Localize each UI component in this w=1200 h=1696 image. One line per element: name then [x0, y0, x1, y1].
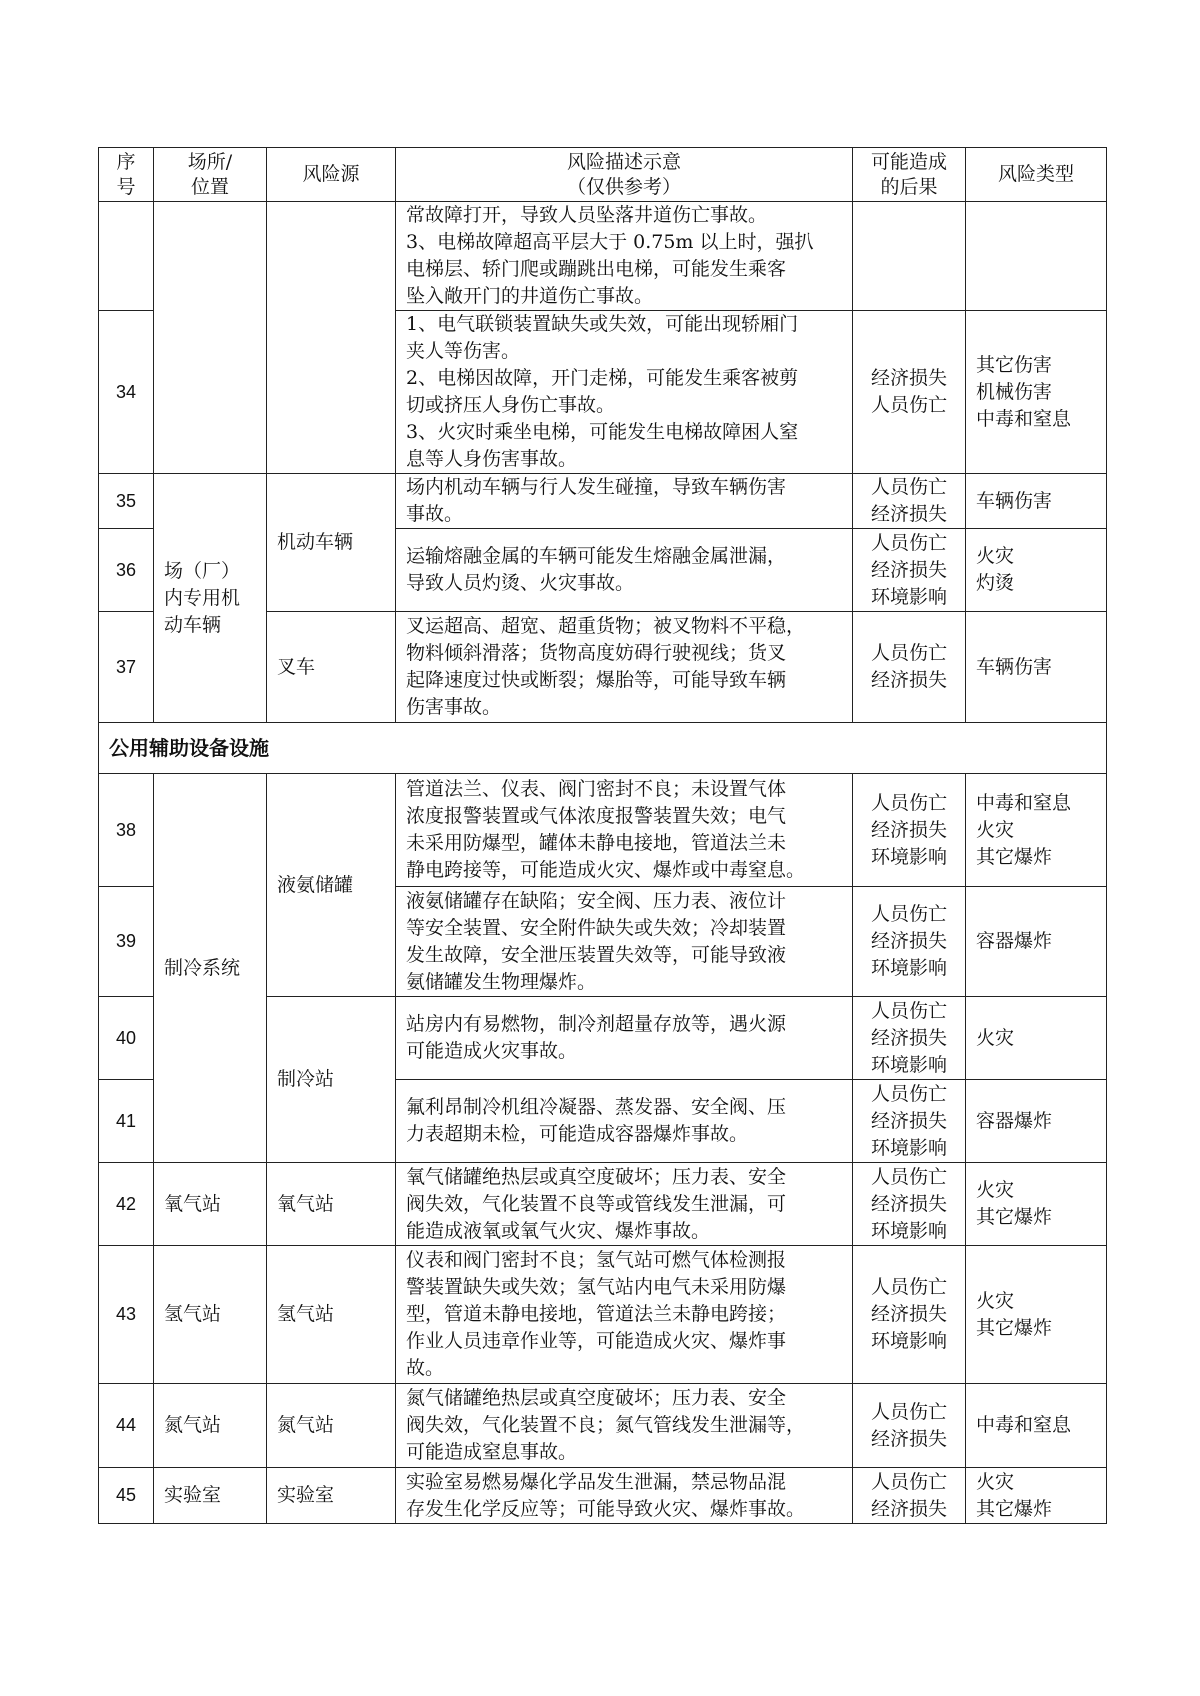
- section-title: 公用辅助设备设施: [99, 723, 1107, 774]
- consequence-line: 经济损失: [870, 1109, 947, 1132]
- row-place: 场（厂） 内专用机 动车辆: [154, 474, 267, 723]
- row-consequence: [853, 1080, 966, 1163]
- desc-line: 氟利昂制冷机组冷凝器、蒸发器、安全阀、压: [406, 1096, 787, 1118]
- desc-line: 型，管道未静电接地，管道法兰未静电跨接；: [406, 1303, 787, 1325]
- row-type: [966, 311, 1107, 474]
- row-consequence: [853, 774, 966, 887]
- table-row: [99, 474, 1107, 529]
- consequence-line: 经济损失: [870, 1303, 947, 1325]
- row-type: [966, 612, 1107, 723]
- row-no: 36: [99, 529, 154, 612]
- row-no: [99, 202, 154, 311]
- row-source: 液氨储罐: [267, 774, 396, 997]
- row-consequence: [853, 887, 966, 997]
- row-desc: [396, 202, 853, 311]
- header-type: 风险类型: [966, 148, 1107, 202]
- risk-type-line: 火灾: [976, 1026, 1015, 1049]
- consequence-line: 环境影响: [870, 957, 947, 979]
- row-consequence: [853, 1384, 966, 1468]
- desc-line: 场内机动车辆与行人发生碰撞，导致车辆伤害: [406, 476, 787, 498]
- risk-type-line: 中毒和窒息: [976, 407, 1072, 430]
- risk-type-line: 车辆伤害: [976, 655, 1053, 678]
- consequence-line: 人员伤亡: [870, 1276, 947, 1298]
- table-row: [99, 1246, 1107, 1384]
- header-source: 风险源: [267, 148, 396, 202]
- risk-type-line: 其它爆炸: [976, 845, 1053, 868]
- row-consequence: [853, 1246, 966, 1384]
- desc-line: 常故障打开，导致人员坠落井道伤亡事故。: [406, 204, 768, 226]
- consequence-line: 人员伤亡: [870, 1400, 947, 1423]
- risk-type-line: 中毒和窒息: [976, 1414, 1072, 1436]
- desc-line: 息等人身伤害事故。: [406, 448, 578, 470]
- row-type: [966, 1163, 1107, 1246]
- consequence-line: 人员伤亡: [870, 999, 947, 1022]
- consequence-line: 环境影响: [870, 585, 947, 608]
- row-type: [966, 202, 1107, 311]
- desc-line: 夹人等伤害。: [406, 340, 521, 362]
- desc-line: 3、电梯故障超高平层大于 0.75m 以上时，强扒: [406, 231, 814, 253]
- consequence-line: 人员伤亡: [870, 791, 947, 814]
- desc-line: 等安全装置、安全附件缺失或失效；冷却装置: [406, 916, 787, 939]
- risk-type-line: 其它伤害: [976, 353, 1053, 376]
- row-no: 44: [99, 1384, 154, 1468]
- desc-line: 阀失效，气化装置不良；氮气管线发生泄漏等，: [406, 1414, 806, 1436]
- header-row: [99, 148, 1107, 202]
- consequence-line: 环境影响: [870, 845, 947, 868]
- row-consequence: [853, 1163, 966, 1246]
- row-consequence: [853, 1468, 966, 1524]
- desc-line: 力表超期未检，可能造成容器爆炸事故。: [406, 1123, 749, 1145]
- consequence-line: 人员伤亡: [870, 1165, 947, 1188]
- consequence-line: 经济损失: [870, 1026, 947, 1049]
- desc-line: 故。: [406, 1357, 445, 1379]
- desc-line: 运输熔融金属的车辆可能发生熔融金属泄漏，: [406, 545, 787, 567]
- row-desc: [396, 1163, 853, 1246]
- row-desc: [396, 1246, 853, 1384]
- row-type: [966, 474, 1107, 529]
- row-no: 45: [99, 1468, 154, 1524]
- desc-line: 能造成液氧或氧气火灾、爆炸事故。: [406, 1219, 711, 1242]
- desc-line: 管道法兰、仪表、阀门密封不良；未设置气体: [406, 778, 787, 800]
- row-consequence: [853, 529, 966, 612]
- header-seq: 序 号: [99, 148, 154, 202]
- row-type: [966, 774, 1107, 887]
- risk-type-line: 其它爆炸: [976, 1497, 1053, 1520]
- desc-line: 静电跨接等，可能造成火灾、爆炸或中毒窒息。: [406, 859, 806, 881]
- row-desc: [396, 612, 853, 723]
- risk-type-line: 火灾: [976, 1289, 1015, 1312]
- row-source: 叉车: [267, 612, 396, 723]
- desc-line: 电梯层、轿门爬或蹦跳出电梯，可能发生乘客: [406, 258, 787, 280]
- row-desc: [396, 311, 853, 474]
- desc-line: 2、电梯因故障，开门走梯，可能发生乘客被剪: [406, 367, 799, 389]
- desc-line: 站房内有易燃物，制冷剂超量存放等，遇火源: [406, 1013, 787, 1035]
- row-consequence: [853, 311, 966, 474]
- consequence-line: 经济损失: [870, 1192, 947, 1215]
- desc-line: 仪表和阀门密封不良；氢气站可燃气体检测报: [406, 1249, 787, 1271]
- row-consequence: [853, 997, 966, 1080]
- row-source: 氮气站: [267, 1384, 396, 1468]
- row-no: 37: [99, 612, 154, 723]
- row-place: 氮气站: [154, 1384, 267, 1468]
- consequence-line: 经济损失: [870, 558, 947, 581]
- desc-line: 导致人员灼烫、火灾事故。: [406, 572, 635, 594]
- header-consequence: 可能造成 的后果: [853, 148, 966, 202]
- row-type: [966, 529, 1107, 612]
- row-consequence: [853, 474, 966, 529]
- risk-type-line: 机械伤害: [976, 380, 1053, 403]
- row-desc: [396, 1468, 853, 1524]
- row-source: 制冷站: [267, 997, 396, 1163]
- desc-line: 可能造成窒息事故。: [406, 1441, 578, 1463]
- table-row: [99, 1163, 1107, 1246]
- risk-type-line: 火灾: [976, 1470, 1015, 1493]
- risk-type-line: 其它爆炸: [976, 1316, 1053, 1339]
- row-type: [966, 1080, 1107, 1163]
- header-desc: 风险描述示意 （仅供参考）: [396, 148, 853, 202]
- desc-line: 氮气储罐绝热层或真空度破坏；压力表、安全: [406, 1387, 787, 1409]
- desc-line: 氧气储罐绝热层或真空度破坏；压力表、安全: [406, 1165, 787, 1188]
- desc-line: 1、电气联锁装置缺失或失效，可能出现轿厢门: [406, 313, 799, 335]
- desc-line: 浓度报警装置或气体浓度报警装置失效；电气: [406, 805, 787, 827]
- consequence-line: 人员伤亡: [870, 1470, 947, 1493]
- consequence-line: 环境影响: [870, 1053, 947, 1076]
- row-source: [267, 202, 396, 474]
- consequence-line: 人员伤亡: [870, 394, 947, 416]
- header-place: 场所/ 位置: [154, 148, 267, 202]
- row-desc: [396, 1384, 853, 1468]
- desc-line: 物料倾斜滑落；货物高度妨碍行驶视线；货叉: [406, 642, 787, 664]
- row-type: [966, 1384, 1107, 1468]
- consequence-line: 人员伤亡: [870, 903, 947, 925]
- risk-type-line: 容器爆炸: [976, 930, 1053, 952]
- row-desc: [396, 529, 853, 612]
- row-desc: [396, 774, 853, 887]
- consequence-line: 环境影响: [870, 1219, 947, 1242]
- row-desc: [396, 1080, 853, 1163]
- row-no: 39: [99, 887, 154, 997]
- risk-type-line: 车辆伤害: [976, 489, 1053, 512]
- desc-line: 可能造成火灾事故。: [406, 1040, 578, 1062]
- desc-line: 实验室易燃易爆化学品发生泄漏，禁忌物品混: [406, 1470, 787, 1493]
- row-type: [966, 887, 1107, 997]
- desc-line: 事故。: [406, 503, 464, 525]
- consequence-line: 经济损失: [870, 818, 947, 841]
- risk-type-line: 中毒和窒息: [976, 791, 1072, 814]
- desc-line: 叉运超高、超宽、超重货物；被叉物料不平稳，: [406, 615, 806, 637]
- consequence-line: 环境影响: [870, 1136, 947, 1159]
- desc-line: 作业人员违章作业等，可能造成火灾、爆炸事: [406, 1330, 787, 1352]
- row-type: [966, 1246, 1107, 1384]
- consequence-line: 经济损失: [870, 1427, 947, 1450]
- risk-type-line: 容器爆炸: [976, 1109, 1053, 1132]
- row-place: 实验室: [154, 1468, 267, 1524]
- risk-table: [98, 147, 1107, 1524]
- row-no: 43: [99, 1246, 154, 1384]
- consequence-line: 环境影响: [870, 1330, 947, 1352]
- row-source: 氢气站: [267, 1246, 396, 1384]
- desc-line: 伤害事故。: [406, 696, 502, 718]
- row-no: 42: [99, 1163, 154, 1246]
- desc-line: 未采用防爆型，罐体未静电接地，管道法兰未: [406, 832, 787, 854]
- desc-line: 阀失效，气化装置不良等或管线发生泄漏，可: [406, 1192, 787, 1215]
- table-row: [99, 1468, 1107, 1524]
- row-place: [154, 202, 267, 474]
- table-row: [99, 774, 1107, 887]
- consequence-line: 经济损失: [870, 669, 947, 691]
- risk-type-line: 火灾: [976, 818, 1015, 841]
- section-row: [99, 723, 1107, 774]
- row-no: 38: [99, 774, 154, 887]
- row-source: 实验室: [267, 1468, 396, 1524]
- desc-line: 警装置缺失或失效；氢气站内电气未采用防爆: [406, 1276, 787, 1298]
- consequence-line: 人员伤亡: [870, 531, 947, 554]
- row-type: [966, 1468, 1107, 1524]
- desc-line: 起降速度过快或断裂；爆胎等，可能导致车辆: [406, 669, 787, 691]
- row-consequence: [853, 612, 966, 723]
- row-place: 氢气站: [154, 1246, 267, 1384]
- row-desc: [396, 887, 853, 997]
- row-no: 41: [99, 1080, 154, 1163]
- consequence-line: 人员伤亡: [870, 1082, 947, 1105]
- consequence-line: 人员伤亡: [870, 642, 947, 664]
- row-place: 氧气站: [154, 1163, 267, 1246]
- risk-type-line: 火灾: [976, 545, 1015, 567]
- row-desc: [396, 474, 853, 529]
- row-consequence: [853, 202, 966, 311]
- consequence-line: 经济损失: [870, 367, 947, 389]
- row-source: 机动车辆: [267, 474, 396, 612]
- row-place: 制冷系统: [154, 774, 267, 1163]
- consequence-line: 人员伤亡: [870, 476, 947, 498]
- consequence-line: 经济损失: [870, 503, 947, 525]
- table-row: [99, 1384, 1107, 1468]
- row-no: 34: [99, 311, 154, 474]
- desc-line: 液氨储罐存在缺陷；安全阀、压力表、液位计: [406, 889, 787, 912]
- desc-line: 坠入敞开门的井道伤亡事故。: [406, 285, 654, 307]
- row-source: 氧气站: [267, 1163, 396, 1246]
- consequence-line: 经济损失: [870, 930, 947, 952]
- row-no: 35: [99, 474, 154, 529]
- row-type: [966, 997, 1107, 1080]
- row-desc: [396, 997, 853, 1080]
- row-no: 40: [99, 997, 154, 1080]
- consequence-line: 经济损失: [870, 1497, 947, 1520]
- desc-line: 切或挤压人身伤亡事故。: [406, 394, 616, 416]
- desc-line: 发生故障，安全泄压装置失效等，可能导致液: [406, 943, 787, 966]
- risk-type-line: 灼烫: [976, 572, 1015, 594]
- desc-line: 氨储罐发生物理爆炸。: [406, 970, 597, 993]
- table-row: [99, 202, 1107, 311]
- risk-type-line: 其它爆炸: [976, 1206, 1053, 1228]
- risk-type-line: 火灾: [976, 1179, 1015, 1201]
- desc-line: 3、火灾时乘坐电梯，可能发生电梯故障困人窒: [406, 421, 799, 443]
- desc-line: 存发生化学反应等；可能导致火灾、爆炸事故。: [406, 1497, 806, 1520]
